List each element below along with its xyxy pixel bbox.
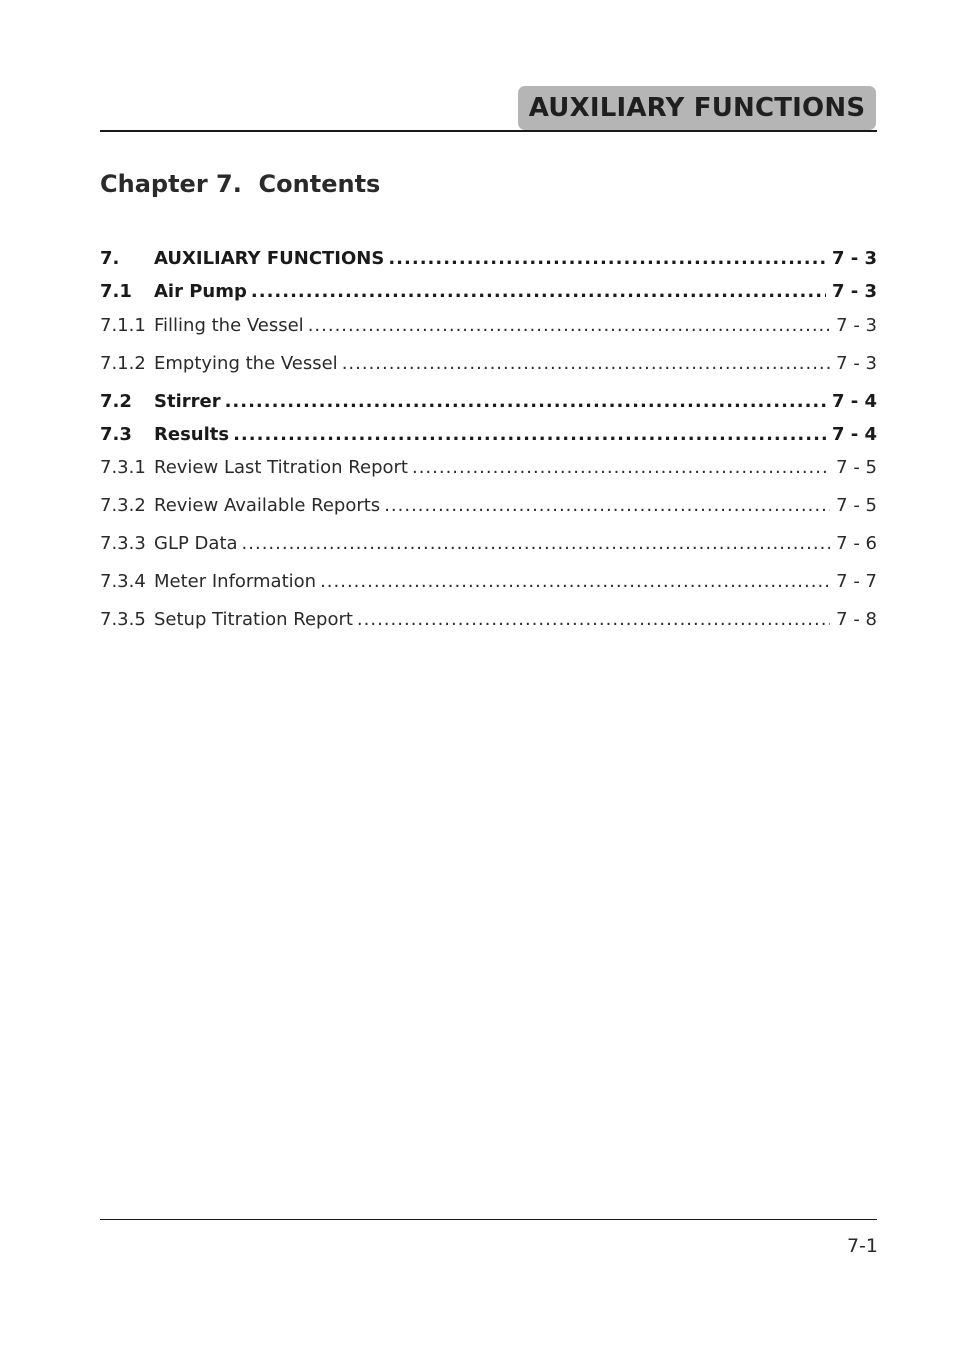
page-number: 7-1: [846, 1235, 878, 1257]
footer-divider: [100, 1219, 877, 1220]
toc-entry-title: Review Available Reports: [154, 495, 381, 516]
toc-entry-title: Emptying the Vessel: [154, 353, 338, 374]
toc-entry-page: 7 - 5: [836, 495, 877, 516]
toc-leader-dots: [233, 424, 826, 445]
toc-entry[interactable]: [100, 391, 877, 417]
toc-entry[interactable]: [100, 424, 877, 450]
toc-leader-dots: [342, 353, 830, 374]
toc-leader-dots: [412, 457, 830, 478]
toc-leader-dots: [308, 315, 830, 336]
toc-leader-dots: [320, 571, 830, 592]
toc-leader-dots: [225, 391, 826, 412]
toc-entry-title: GLP Data: [154, 533, 238, 554]
toc-entry-title: Review Last Titration Report: [154, 457, 408, 478]
toc-entry-number: 7.3.3: [100, 533, 146, 554]
toc-entry-title: Setup Titration Report: [154, 609, 353, 630]
toc-leader-dots: [357, 609, 830, 630]
toc-leader-dots: [242, 533, 831, 554]
toc-entry-number: 7.1: [100, 281, 132, 302]
toc-entry[interactable]: [100, 495, 877, 521]
toc-entry-page: 7 - 3: [836, 353, 877, 374]
page-title: Chapter 7. Contents: [100, 170, 381, 198]
toc-entry-page: 7 - 4: [831, 424, 877, 445]
toc-entry-number: 7.3.4: [100, 571, 146, 592]
toc-entry-number: 7.1.2: [100, 353, 146, 374]
toc-entry-number: 7.: [100, 248, 120, 269]
toc-entry-page: 7 - 3: [831, 281, 877, 302]
toc-entry-number: 7.2: [100, 391, 132, 412]
toc-leader-dots: [388, 248, 826, 269]
toc-entry-page: 7 - 6: [836, 533, 877, 554]
toc-entry-title: Stirrer: [154, 391, 221, 412]
toc-entry[interactable]: [100, 248, 877, 274]
toc-entry-number: 7.1.1: [100, 315, 146, 336]
toc-entry-title: Air Pump: [154, 281, 247, 302]
chapter-header-badge: [518, 86, 876, 130]
toc-entry[interactable]: [100, 457, 877, 483]
toc-entry[interactable]: [100, 353, 877, 379]
toc-entry-page: 7 - 3: [836, 315, 877, 336]
toc-entry-title: Meter Information: [154, 571, 317, 592]
header-divider: [100, 130, 877, 132]
toc-entry-page: 7 - 8: [836, 609, 877, 630]
toc-entry-title: Filling the Vessel: [154, 315, 304, 336]
toc-entry[interactable]: [100, 533, 877, 559]
toc-entry-page: 7 - 5: [836, 457, 877, 478]
toc-entry-number: 7.3: [100, 424, 132, 445]
toc-leader-dots: [384, 495, 830, 516]
toc-entry-title: Results: [154, 424, 230, 445]
toc-entry-number: 7.3.1: [100, 457, 146, 478]
toc-entry[interactable]: [100, 609, 877, 635]
toc-entry-page: 7 - 3: [831, 248, 877, 269]
toc-leader-dots: [251, 281, 826, 302]
toc-entry[interactable]: [100, 571, 877, 597]
toc-entry-number: 7.3.2: [100, 495, 146, 516]
toc-entry-number: 7.3.5: [100, 609, 146, 630]
toc-entry-page: 7 - 4: [831, 391, 877, 412]
toc-entry-title: AUXILIARY FUNCTIONS: [154, 248, 385, 269]
chapter-header-title: AUXILIARY FUNCTIONS: [528, 93, 866, 123]
toc-entry[interactable]: [100, 315, 877, 341]
toc-entry[interactable]: [100, 281, 877, 307]
toc-entry-page: 7 - 7: [836, 571, 877, 592]
